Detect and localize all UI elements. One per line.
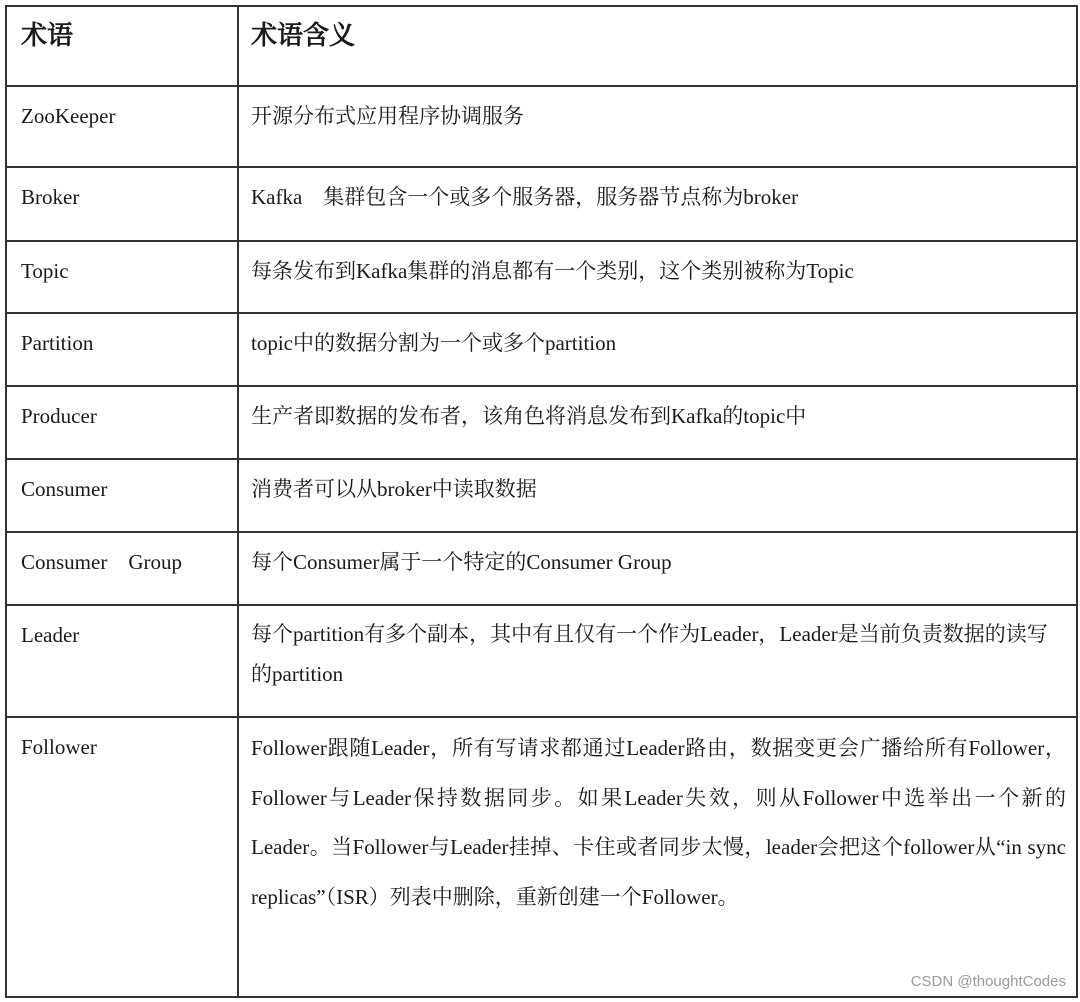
- meaning-cell: 每条发布到Kafka集群的消息都有一个类别，这个类别被称为Topic: [238, 241, 1077, 313]
- term-cell: Topic: [6, 241, 238, 313]
- meaning-cell: 消费者可以从broker中读取数据: [238, 459, 1077, 532]
- term-cell: Leader: [6, 605, 238, 717]
- meaning-cell: 开源分布式应用程序协调服务: [238, 86, 1077, 167]
- term-cell: Consumer: [6, 459, 238, 532]
- kafka-terms-table: [5, 5, 1078, 998]
- table-row: [6, 167, 1077, 241]
- table-row: [6, 86, 1077, 167]
- term-cell: Broker: [6, 167, 238, 241]
- term-cell: Producer: [6, 386, 238, 459]
- table-header-row: [6, 6, 1077, 86]
- table-row: [6, 459, 1077, 532]
- meaning-cell: Follower跟随Leader，所有写请求都通过Leader路由，数据变更会广播给所有Follower，Follower与Leader保持数据同步。如果Leader失效，则从Follower中选举出一个新的Leader。当Follower与Leader挂掉、卡住或者同步太慢，leader会把这个follower从“in sync replicas”（ISR）列表中删除，重新创建一个Follower。: [238, 717, 1077, 997]
- table-row: [6, 717, 1077, 997]
- header-meaning: 术语含义: [238, 6, 1077, 86]
- meaning-cell: Kafka 集群包含一个或多个服务器，服务器节点称为broker: [238, 167, 1077, 241]
- term-cell: Follower: [6, 717, 238, 997]
- term-cell: Consumer Group: [6, 532, 238, 605]
- table-row: [6, 605, 1077, 717]
- table-row: [6, 241, 1077, 313]
- meaning-cell: topic中的数据分割为一个或多个partition: [238, 313, 1077, 386]
- term-cell: Partition: [6, 313, 238, 386]
- table-row: [6, 532, 1077, 605]
- watermark: CSDN @thoughtCodes: [910, 973, 1066, 990]
- meaning-cell: 生产者即数据的发布者，该角色将消息发布到Kafka的topic中: [238, 386, 1077, 459]
- table-row: [6, 313, 1077, 386]
- meaning-cell: 每个Consumer属于一个特定的Consumer Group: [238, 532, 1077, 605]
- header-term: 术语: [6, 6, 238, 86]
- term-cell: ZooKeeper: [6, 86, 238, 167]
- meaning-cell: 每个partition有多个副本，其中有且仅有一个作为Leader，Leader是当前负责数据的读写的partition: [238, 605, 1077, 717]
- table-row: [6, 386, 1077, 459]
